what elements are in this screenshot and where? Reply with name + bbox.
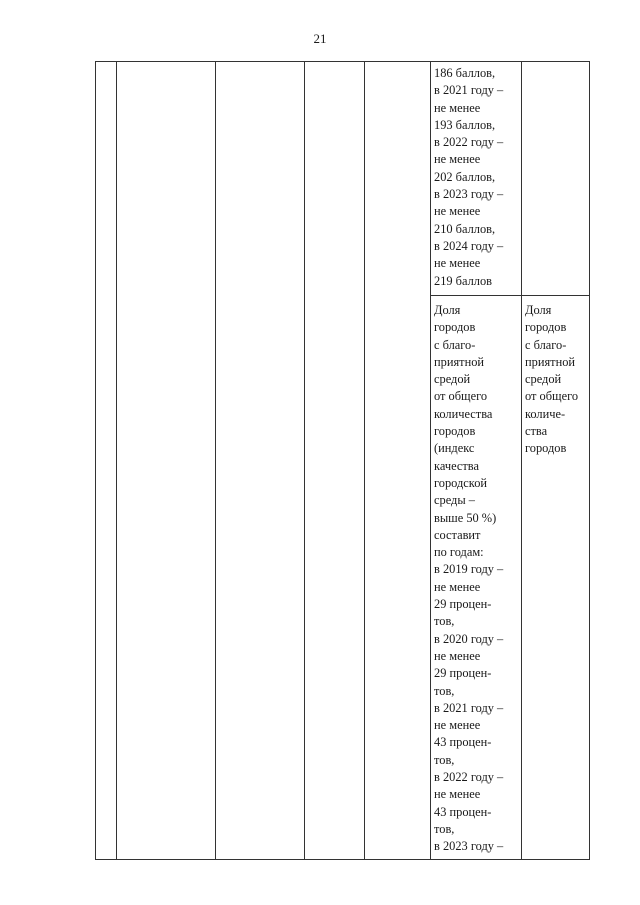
indicator-name-cell: Доля городов с благо- приятной средой от общего количе- ства городов <box>525 303 579 456</box>
column-border-1 <box>116 61 117 859</box>
indicator-description-cell: Доля городов с благо- приятной средой от общего количества городов (индекс качества городской среды – выше 50 %) составит по годам: в 2019 году – не менее 29 процен- тов, в 2020 году – не менее 29 процен- тов, в 2021 году – не менее 43 процен- тов, в 2022 году – не менее 43 процен- тов, в 2023 году – <box>434 303 504 854</box>
column-border-7 <box>589 61 590 859</box>
column-border-5 <box>430 61 431 859</box>
page-number: 21 <box>313 31 327 46</box>
column-border-0 <box>95 61 96 859</box>
table-top-border <box>95 61 590 62</box>
row-divider <box>430 295 590 296</box>
column-border-2 <box>215 61 216 859</box>
column-border-4 <box>364 61 365 859</box>
column-border-3 <box>304 61 305 859</box>
table-bottom-border <box>95 859 590 860</box>
indicator-values-cell: 186 баллов, в 2021 году – не менее 193 баллов, в 2022 году – не менее 202 баллов, в 2023 году – не менее 210 баллов, в 2024 году – не менее 219 баллов <box>434 66 504 288</box>
